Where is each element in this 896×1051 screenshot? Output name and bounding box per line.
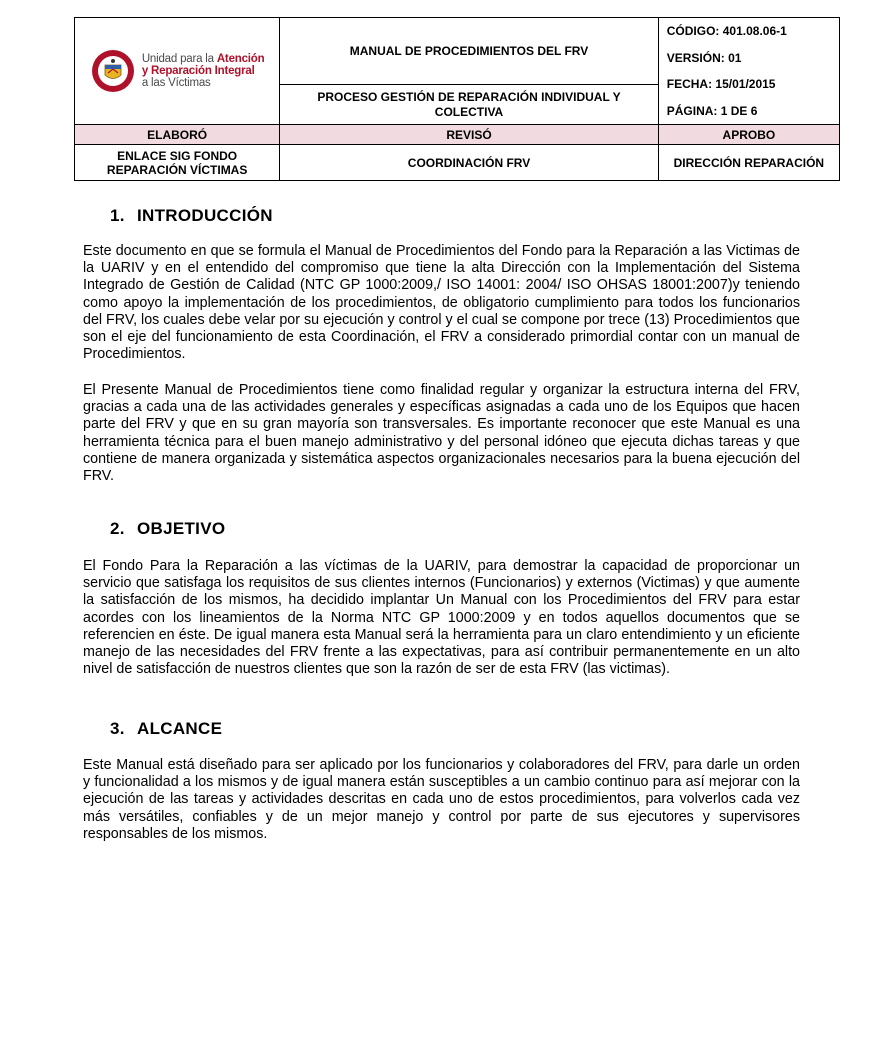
paragraph: El Presente Manual de Procedimientos tiene como finalidad regular y organizar la estructura interna del FRV, gracias a cada una de las actividades generales y específicas asignadas a cada uno de los Equipos que hacen parte del FRV y que en su gran mayoría son transversales. Es importante reconocer que este Manual es una herramienta técnica para el buen manejo administrativo y del personal idóneo que ejecuta dichas tareas y que contiene de manera organizada y sistemática aspectos organizacionales necesarios para la buena ejecución del FRV. [83,382,800,485]
document-title: MANUAL DE PROCEDIMIENTOS DEL FRV [280,18,658,85]
document-metadata [658,18,839,125]
aprobo-label: APROBO [658,125,839,145]
elaboro-value: ENLACE SIG FONDO REPARACIÓN VÍCTIMAS [75,145,280,181]
reviso-value: COORDINACIÓN FRV [280,145,658,181]
section-heading-objetivo: 2. OBJETIVO [110,519,226,538]
unidad-victimas-logo [75,48,279,94]
approval-header-row [75,125,840,145]
section-heading-introduccion: 1. INTRODUCCIÓN [110,206,273,225]
document-header-table [74,17,840,181]
approval-values-row [75,145,840,181]
paragraph: El Fondo Para la Reparación a las víctimas de la UARIV, para demostrar la capacidad de proporcionar un servicio que satisfaga los requisitos de sus clientes internos (Funcionarios) y externos (Victimas) y que aumente la satisfacción de los mismos, ha decidido implantar Un Manual con los Procedimientos del FRV para estar acordes con los lineamientos de la Norma NTC GP 1000:2009 y en todos aquellos documentos que se referencien en éste. De igual manera esta Manual será la herramienta para un claro entendimiento y un eficiente manejo de las necesidades del FRV frente a las expectativas, para así contribuir permanentemente en un alto nivel de satisfacción de nuestros clientes que son la razón de ser de esta FRV (las victimas). [83,558,800,678]
logo-wordmark: Unidad para la Atención y Reparación Integral a las Víctimas [141,53,265,89]
logo-cell [75,18,280,125]
section-heading-alcance: 3. ALCANCE [110,719,223,738]
colombia-seal-icon [90,48,136,94]
pagina-field: PÁGINA: 1 DE 6 [666,103,758,118]
elaboro-label: ELABORÓ [75,125,280,145]
fecha-field: FECHA: 15/01/2015 [666,77,776,92]
paragraph: Este documento en que se formula el Manual de Procedimientos del Fondo para la Reparación a las Victimas de la UARIV y en el entendido del compromiso que tiene la alta Dirección con la Implementación del Sistema Integrado de Gestión de Calidad (NTC GP 1000:2009,/ ISO 14001: 2004/ ISO OHSAS 18001:2007)y teniendo como apoyo la implementación de los procedimientos, de obligatorio cumplimiento para todos los funcionarios del FRV, los cuales debe velar por su ejecución y control y el cual se compone por trece (13) Procedimientos que son el eje del funcionamiento de esta Coordinación, el FRV a considerado primordial contar con un manual de Procedimientos. [83,243,800,363]
reviso-label: REVISÓ [280,125,658,145]
version-field: VERSIÓN: 01 [666,50,742,65]
paragraph: Este Manual está diseñado para ser aplicado por los funcionarios y colaboradores del FRV, para darle un orden y funcionalidad a los mismos y de igual manera están susceptibles a un cambio continuo para así mejorar con la ejecución de las tareas y actividades descritas en cada uno de estos procedimientos, para volverlos cada vez más versátiles, confiables y de un mejor manejo y control por parte de sus ejecutores y supervisores responsables de los mismos. [83,757,800,842]
process-subtitle: PROCESO GESTIÓN DE REPARACIÓN INDIVIDUAL Y COLECTIVA [280,85,658,125]
aprobo-value: DIRECCIÓN REPARACIÓN [658,145,839,181]
codigo-field: CÓDIGO: 401.08.06-1 [666,24,787,39]
